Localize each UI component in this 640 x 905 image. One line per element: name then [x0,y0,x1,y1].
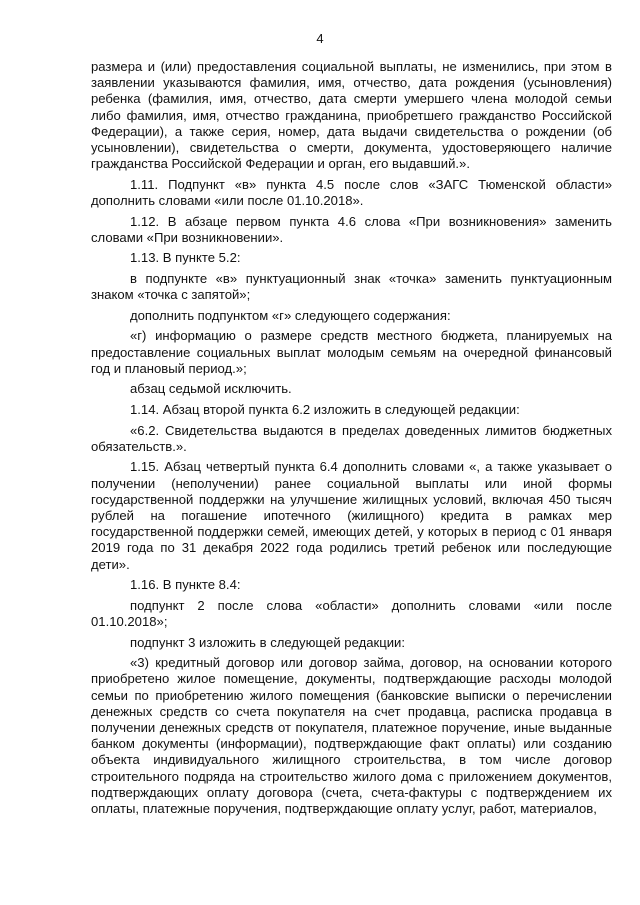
paragraph-subitem-3: подпункт 3 изложить в следующей редакции: [130,634,405,650]
paragraph-subitem-v: в подпункте «в» пунктуационный знак «точка» заменить пунктуационным знаком «точка с запятой»; [91,271,612,303]
paragraph-item-1-11: 1.11. Подпункт «в» пункта 4.5 после слов «ЗАГС Тюменской области» дополнить словами «или после 01.10.2018». [91,176,612,209]
paragraph-continuation: размера и (или) предоставления социальной выплаты, не изменились, при этом в заявлении указываются фамилия, имя, отчество, дата рождения (усыновления) ребенка (фамилия, имя, отчество, дата смерти умершего члена молодой семьи либо фамилия, имя, отчество гражданина, приобретшего гражданство Российской Федерации), а также серия, номер, дата выдачи свидетельства о рождении (об усыновлении), свидетельства о смерти, документа, удостоверяющего наличие гражданства Российской Федерации и орган, его выдавший.». [91,59,612,172]
paragraph-subitem-2: подпункт 2 после слова «области» дополнить словами «или после 01.10.2018»; [91,597,612,629]
page-number: 4 [316,31,324,46]
paragraph-item-1-15: 1.15. Абзац четвертый пункта 6.4 дополнить словами «, а также указывает о получении (неполучении) ранее социальной выплаты или иной формы государственной поддержки на улучшение жилищных условий, включая 450 тысяч рублей на погашение ипотечного (жилищного) кредита в рамках мер государственной поддержки семей, имеющих детей, у которых в период с 01 января 2019 года по 31 декабря 2022 года родились третий ребенок или последующие дети». [91,459,612,572]
paragraph-quote-6-2: «6.2. Свидетельства выдаются в пределах доведенных лимитов бюджетных обязательств.». [91,422,612,454]
paragraph-item-1-13: 1.13. В пункте 5.2: [130,250,241,266]
paragraph-quote-subitem-3: «3) кредитный договор или договор займа, договор, на основании которого приобретено жилое помещение, документы, подтверждающие расходы молодой семьи по приобретению жилого помещения (банковские выписки о перечислении денежных средств со счета покупателя на счет продавца, расписка продавца в получении денежных средств от покупателя, платежное поручение, иные выданные банком документы (информации), подтверждающие факт оплаты) или созданию объекта индивидуального жилищного строительства, в том числе договор строительного подряда на строительство жилого дома с приложением документов, подтверждающих оплату договора (счета, счета-фактуры с подтверждением их оплаты, платежные поручения, подтверждающие оплату услуг, работ, материалов, [91,655,612,816]
document-body [91,59,612,822]
paragraph-exclude-seventh: абзац седьмой исключить. [130,381,292,397]
paragraph-add-subitem-g: дополнить подпунктом «г» следующего содержания: [130,307,451,323]
paragraph-item-1-16: 1.16. В пункте 8.4: [130,577,241,593]
paragraph-item-1-12: 1.12. В абзаце первом пункта 4.6 слова «При возникновения» заменить словами «При возникновении». [91,213,612,245]
paragraph-quote-subitem-g: «г) информацию о размере средств местного бюджета, планируемых на предоставление социальных выплат молодым семьям на очередной финансовый год и плановый период.»; [91,328,612,376]
paragraph-item-1-14: 1.14. Абзац второй пункта 6.2 изложить в следующей редакции: [130,401,520,417]
